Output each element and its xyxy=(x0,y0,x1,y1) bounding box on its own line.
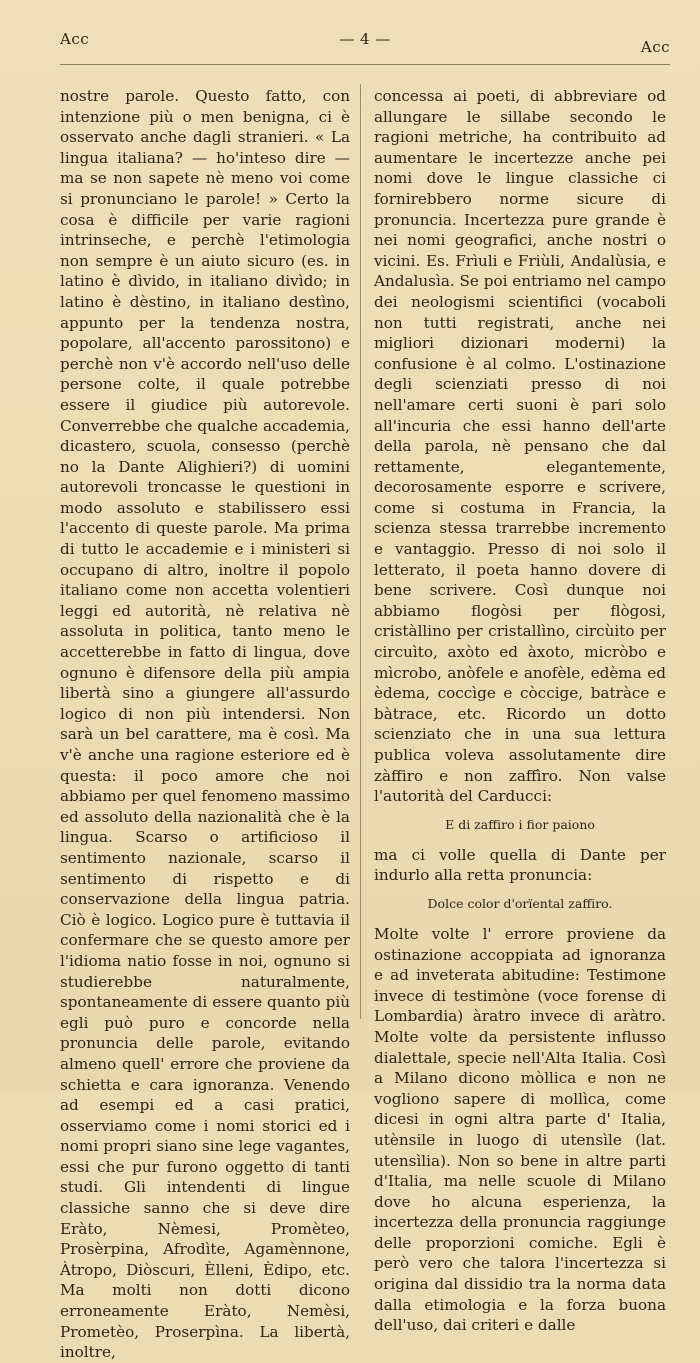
right-column xyxy=(374,86,666,1336)
verse-quote-carducci: E di zaffiro i fior paiono xyxy=(445,816,595,832)
column-divider xyxy=(360,84,361,1019)
right-paragraph-2: ma ci volle quella di Dante per indurlo alla retta pronuncia: xyxy=(374,845,666,885)
right-paragraph-3: Molte volte l' errore proviene da ostinazione accoppiata ad ignoranza e ad inveterata abitudine: Testimone invece di testimòne (voce forense di Lombardia) àratro invece di aràtro. Molte volte da persistente influsso dialettale, specie nell'Alta Italia. Così a Milano dicono mòllica e non ne vogliono sapere di mollìca, come dicesi in ogni altra parte d' Italia, utènsile in luogo di utensìle (lat. utensìlia). Non so bene in altre parti d'Italia, ma nelle scuole di Milano dove ho alcuna esperienza, la incertezza della pronuncia raggiunge delle proporzioni comiche. Egli è però vero che talora l'incertezza si origina dal dissidio tra la norma data dalla etimologia e la forza buona dell'uso, dai criteri e dalle xyxy=(374,924,666,1335)
running-header xyxy=(60,30,670,58)
page-number: — 4 — xyxy=(339,30,391,48)
verse-quote-dante: Dolce color d'orïental zaffiro. xyxy=(427,895,613,911)
header-left-word: Acc xyxy=(60,30,90,48)
left-column-text: nostre parole. Questo fatto, con intenzione più o men benigna, ci è osservato anche dagli stranieri. « La lingua italiana? — ho'inteso dire — ma se non sapete nè meno voi come si pronunciano le parole! » Certo la cosa è difficile per varie ragioni intrinseche, e perchè l'etimologia non sempre è un aiuto sicuro (es. in latino è dìvido, in italiano divìdo; in latino è dèstino, in italiano destìno, appunto per la tendenza nostra, popolare, all'accento parossitono) e perchè non v'è accordo nell'uso delle persone colte, il quale potrebbe essere il giudice più autorevole. Converrebbe che qualche accademia, dicastero, scuola, consesso (perchè no la Dante Alighieri?) di uomini autorevoli troncasse le questioni in modo assoluto e stabilissero essi l'accento di queste parole. Ma prima di tutto le accademie e i ministeri si occupano di altro, inoltre il popolo italiano come non accetta volentieri leggi ed autorità, nè relativa nè assoluta in politica, tanto meno le accetterebbe in fatto di lingua, dove ognuno è difensore della più ampia libertà sino a giungere all'assurdo logico di non più intendersi. Non sarà un bel carattere, ma è così. Ma v'è anche una ragione esteriore ed è questa: il poco amore che noi abbiamo per quel fenomeno massimo ed assoluto della nazionalità che è la lingua. Scarso o artificioso il sentimento nazionale, scarso il sentimento di rispetto e di conservazione della lingua patria. Ciò è logico. Logico pure è tuttavia il confermare che se questo amore per l'idioma natio fosse in noi, ognuno si studierebbe naturalmente, spontaneamente di essere quanto più egli può puro e concorde nella pronuncia delle parole, evitando almeno quell' errore che proviene da schietta e cara ignoranza. Venendo ad esempi ed a casi pratici, osserviamo come i nomi storici ed i nomi propri siano sine lege vagantes, essi che pur furono oggetto di tanti studi. Gli intendenti di lingue classiche sanno che si deve dire Eràto, Nèmesi, Promèteo, Prosèrpina, Afrodìte, Agamènnone, Àtropo, Diòscuri, Èlleni, Èdipo, etc. Ma molti non dotti dicono erroneamente Eràto, Nemèsi, Prometèo, Proserpìna. La libertà, inoltre, xyxy=(60,87,350,1362)
header-rule xyxy=(60,64,670,65)
left-column xyxy=(60,86,350,1363)
header-right-word: Acc xyxy=(640,38,670,56)
right-paragraph-1: concessa ai poeti, di abbreviare od allungare le sillabe secondo le ragioni metriche, ha contribuito ad aumentare le incertezze anche pei nomi dove le lingue classiche ci fornirebbero norme sicure di pronuncia. Incertezza pure grande è nei nomi geografici, anche nostri o vicini. Es. Frìuli e Friùli, Andalùsia, e Andalusìa. Se poi entriamo nel campo dei neologismi scientifici (vocaboli non tutti registrati, anche nei migliori dizionari moderni) la confusione è al colmo. L'ostinazione degli scienziati presso di noi nell'amare certi suoni è pari solo all'incuria che essi hanno dell'arte della parola, nè pensano che dal rettamente, elegantemente, decorosamente esporre e scrivere, come si costuma in Francia, la scienza stessa trarrebbe incremento e vantaggio. Presso di noi solo il letterato, il poeta hanno dovere di bene scrivere. Così dunque noi abbiamo flogòsi per flògosi, cristàllino per cristallìno, circùito per circuìto, axòto ed àxoto, micròbo e mìcrobo, anòfele e anofèle, edèma ed èdema, coccìge e còccige, batràce e bàtrace, etc. Ricordo un dotto scienziato che in una sua lettura publica voleva assolutamente dire zàffiro e non zaffìro. Non valse l'autorità del Carducci: xyxy=(374,87,666,806)
